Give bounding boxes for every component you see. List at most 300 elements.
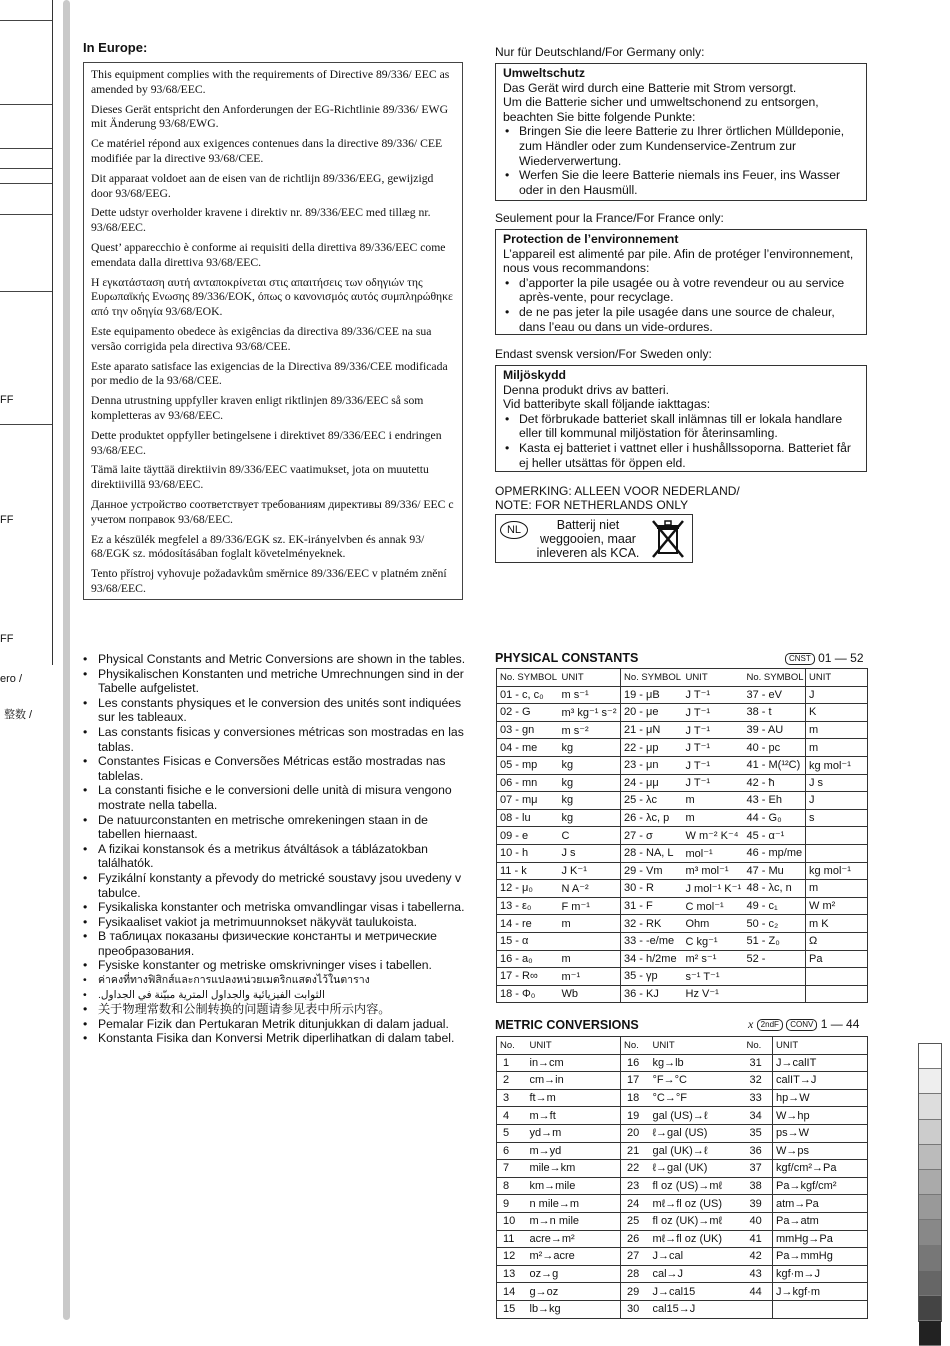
table-cell: Ohm — [683, 915, 744, 933]
table-cell: acre→m² — [527, 1230, 621, 1248]
nl-badge: NL — [500, 521, 528, 539]
table-cell: mmHg→Pa — [773, 1230, 868, 1248]
table-cell: 30 - R — [621, 880, 683, 898]
table-cell: 09 - e — [497, 827, 559, 845]
table-cell: 35 — [744, 1124, 773, 1142]
table-row — [497, 1107, 868, 1125]
gray-swatch — [919, 1145, 941, 1170]
table-cell: kgf·m→J — [773, 1265, 868, 1283]
table-cell: C — [559, 827, 621, 845]
table-cell: m³ kg⁻¹ s⁻² — [559, 704, 621, 722]
conversions-key-range — [748, 1017, 859, 1032]
table-cell: km→mile — [527, 1177, 621, 1195]
table-cell: 42 - ħ — [744, 774, 806, 792]
table-cell: J→kgf·m — [773, 1283, 868, 1301]
table-cell: 01 - c, c₀ — [497, 686, 559, 704]
gray-swatch — [919, 1069, 941, 1094]
table-cell: 3 — [497, 1089, 527, 1107]
table-cell: yd→m — [527, 1124, 621, 1142]
2ndf-key-icon: 2ndF — [757, 1019, 783, 1031]
table-row — [497, 844, 868, 862]
list-item: • В таблицах показаны физические константы и метрические преобразования. — [83, 929, 468, 958]
list-item: • De natuurconstanten en metrische omrekeningen staan in de tabellen hiernaast. — [83, 813, 468, 842]
table-cell: 31 - F — [621, 897, 683, 915]
table-cell: m — [559, 915, 621, 933]
table-cell: 25 — [621, 1212, 650, 1230]
table-cell: C kg⁻¹ — [683, 932, 744, 950]
table-cell: 6 — [497, 1142, 527, 1160]
table-cell: ps→W — [773, 1124, 868, 1142]
table-cell: 18 - Φ₀ — [497, 985, 559, 1003]
table-cell — [806, 827, 868, 845]
table-cell: 13 - ε₀ — [497, 897, 559, 915]
table-cell: 23 — [621, 1177, 650, 1195]
table-cell: 38 — [744, 1177, 773, 1195]
table-cell: 33 — [744, 1089, 773, 1107]
table-cell: 41 - M(¹²C) — [744, 756, 806, 774]
table-row — [497, 1089, 868, 1107]
table-cell: kg — [559, 809, 621, 827]
sweden-box-line: Vid batteribyte skall följande iakttagas: — [503, 397, 711, 412]
table-cell: m s⁻² — [559, 721, 621, 739]
table-row — [497, 686, 868, 704]
table-row — [497, 809, 868, 827]
table-cell — [744, 1300, 773, 1318]
column-header: UNIT — [683, 669, 744, 687]
table-cell: 34 — [744, 1107, 773, 1125]
table-cell: W m⁻² K⁻⁴ — [683, 827, 744, 845]
table-cell: J T⁻¹ — [683, 739, 744, 757]
gray-swatch — [919, 1120, 941, 1145]
gray-swatch — [919, 1220, 941, 1245]
table-cell: mℓ→fl oz (UK) — [650, 1230, 744, 1248]
table-cell: °F→°C — [650, 1072, 744, 1090]
table-cell: 12 - μ₀ — [497, 880, 559, 898]
netherlands-battery-text: Batterij niet weggooien, maar inleveren als KCA. — [536, 518, 640, 560]
column-header: UNIT — [773, 1037, 868, 1055]
grayscale-calibration-strip — [918, 1043, 942, 1322]
table-cell: 36 — [744, 1142, 773, 1160]
table-cell: kg — [559, 756, 621, 774]
table-cell: 10 — [497, 1212, 527, 1230]
table-cell: cm→in — [527, 1072, 621, 1090]
column-header: No. SYMBOL — [621, 669, 683, 687]
directive-paragraph: Ez a készülék megfelel a 89/336/EGK sz. EK-irányelvben és annak 93/ 68/EGK sz. módosításában foglalt követelményeknek. — [91, 532, 425, 561]
directive-paragraph: Dette produktet oppfyller betingelsene i direktivet 89/336/EEC i endringen 93/68/EEC. — [91, 428, 442, 457]
column-header: UNIT — [559, 669, 621, 687]
table-cell: m→n mile — [527, 1212, 621, 1230]
table-cell: fl oz (US)→mℓ — [650, 1177, 744, 1195]
list-item: • de ne pas jeter la pile usagée dans une source de chaleur, dans l’eau ou dans un vide-ordures. — [503, 305, 860, 334]
table-cell: C mol⁻¹ — [683, 897, 744, 915]
list-item: • A fizikai konstansok és a metrikus átváltások a táblázatokban találhatók. — [83, 842, 468, 871]
table-cell: 40 — [744, 1212, 773, 1230]
table-cell: 4 — [497, 1107, 527, 1125]
list-item: • Physikalischen Konstanten und metriche Umrechnungen sind in der Tabelle aufgelistet. — [83, 667, 468, 696]
table-cell: Pa→atm — [773, 1212, 868, 1230]
table-row — [497, 792, 868, 810]
table-cell: cal15→J — [650, 1300, 744, 1318]
table-cell: gal (UK)→ℓ — [650, 1142, 744, 1160]
table-cell: 08 - lu — [497, 809, 559, 827]
table-cell — [806, 844, 868, 862]
table-cell: J K⁻¹ — [559, 862, 621, 880]
edge-rule — [0, 424, 52, 425]
column-header: No. — [497, 1037, 527, 1055]
france-box-line: L’appareil est alimenté par pile. Afin de protéger l’environnement, nous vous recommandons: — [503, 246, 854, 276]
table-row — [497, 968, 868, 986]
table-cell: 46 - mp/me — [744, 844, 806, 862]
table-cell: g→oz — [527, 1283, 621, 1301]
edge-rule — [0, 20, 52, 21]
table-cell: Ω — [806, 932, 868, 950]
table-cell: 52 - — [744, 950, 806, 968]
gray-swatch — [919, 1170, 941, 1195]
table-cell: 39 - AU — [744, 721, 806, 739]
table-row — [497, 932, 868, 950]
list-item: • Konstanta Fisika dan Konversi Metrik diperlihatkan di dalam tabel. — [83, 1031, 468, 1046]
table-cell: hp→W — [773, 1089, 868, 1107]
france-box-bullets — [503, 276, 860, 334]
directive-paragraph: Tämä laite täyttää direktiivin 89/336/EEC vaatimukset, jota on muutettu direktiivillä 93/68/EEC. — [91, 463, 429, 492]
table-cell: m²→acre — [527, 1248, 621, 1266]
edge-rule — [0, 168, 52, 169]
europe-heading: In Europe: — [83, 40, 148, 55]
edge-rule — [0, 148, 52, 149]
table-cell: kg→lb — [650, 1054, 744, 1072]
table-cell: m² s⁻¹ — [683, 950, 744, 968]
list-item: • Pemalar Fizik dan Pertukaran Metrik ditunjukkan di dalam jadual. — [83, 1017, 468, 1032]
table-cell: W→ps — [773, 1142, 868, 1160]
table-cell: m⁻¹ — [559, 968, 621, 986]
table-cell: 20 - μe — [621, 704, 683, 722]
table-cell: 2 — [497, 1072, 527, 1090]
table-cell: ℓ→gal (UK) — [650, 1160, 744, 1178]
table-row — [497, 1072, 868, 1090]
table-row — [497, 1212, 868, 1230]
table-cell: 21 - μN — [621, 721, 683, 739]
table-cell — [806, 968, 868, 986]
table-cell: kg — [559, 774, 621, 792]
table-cell: n mile→m — [527, 1195, 621, 1213]
column-header: No. — [744, 1037, 773, 1055]
table-cell: 14 - re — [497, 915, 559, 933]
gray-swatch — [919, 1195, 941, 1220]
edge-text: FF — [0, 633, 14, 645]
table-cell: 32 - RK — [621, 915, 683, 933]
table-cell: 27 — [621, 1248, 650, 1266]
table-cell: m→ft — [527, 1107, 621, 1125]
table-row — [497, 1054, 868, 1072]
table-cell: 10 - h — [497, 844, 559, 862]
table-row — [497, 985, 868, 1003]
table-cell: 37 — [744, 1160, 773, 1178]
directive-paragraph: Η εγκατάσταση αυτή ανταποκρίνεται στις απαιτήσεις των οδηγιών της Ευρωπαϊκής Ενωσης 89/336/ΕΟΚ, όπως ο κανονισμός αυτός συμπληρώθηκε από την οδηγία 93/68/ΕΟΚ. — [91, 275, 453, 319]
table-row — [497, 1142, 868, 1160]
table-cell: 9 — [497, 1195, 527, 1213]
table-cell: 40 - pc — [744, 739, 806, 757]
table-row — [497, 827, 868, 845]
table-row — [497, 897, 868, 915]
table-cell: kg mol⁻¹ — [806, 862, 868, 880]
table-cell: s — [806, 809, 868, 827]
table-cell: 06 - mn — [497, 774, 559, 792]
table-cell: J→cal — [650, 1248, 744, 1266]
constants-title: PHYSICAL CONSTANTS — [495, 651, 639, 665]
table-row — [497, 1265, 868, 1283]
list-item: • Fyzikální konstanty a převody do metrické soustavy jsou uvedeny v tabulce. — [83, 871, 468, 900]
sweden-box-title: Miljöskydd — [503, 368, 566, 382]
table-cell: 27 - σ — [621, 827, 683, 845]
column-header: No. SYMBOL — [744, 669, 806, 687]
table-cell: 21 — [621, 1142, 650, 1160]
physical-constants-table — [496, 668, 868, 1003]
directive-paragraph: This equipment complies with the requirements of Directive 89/336/ EEC as amended by 93/68/EEC. — [91, 68, 450, 96]
gray-swatch — [919, 1094, 941, 1119]
netherlands-heading: OPMERKING: ALLEEN VOOR NEDERLAND/ — [495, 484, 740, 498]
table-row — [497, 950, 868, 968]
table-cell — [806, 985, 868, 1003]
table-cell: 15 - α — [497, 932, 559, 950]
directive-paragraph: Данное устройство соответствует требованиям директивы 89/336/ ЕЕС с учетом поправок 93/68/ЕЕС. — [91, 497, 454, 526]
table-cell: m — [559, 950, 621, 968]
directive-paragraph: Dieses Gerät entspricht den Anforderungen der EG-Richtlinie 89/336/ EWG mit Änderung 93/68/EWG. — [91, 102, 449, 131]
x-label: x — [748, 1017, 754, 1031]
table-cell: 30 — [621, 1300, 650, 1318]
table-cell: 26 - λc, p — [621, 809, 683, 827]
table-row — [497, 704, 868, 722]
table-row — [497, 880, 868, 898]
table-row — [497, 1230, 868, 1248]
table-cell: 50 - c₂ — [744, 915, 806, 933]
table-cell: 16 — [621, 1054, 650, 1072]
table-cell: mile→km — [527, 1160, 621, 1178]
table-cell: Pa→mmHg — [773, 1248, 868, 1266]
list-item: • 关于物理常数和公制转换的问题请参见表中所示内容。 — [83, 1002, 468, 1017]
table-cell: 43 — [744, 1265, 773, 1283]
table-cell: J T⁻¹ — [683, 704, 744, 722]
table-cell: calIT→J — [773, 1072, 868, 1090]
table-cell: 29 - Vm — [621, 862, 683, 880]
table-cell: 28 - NA, L — [621, 844, 683, 862]
table-cell: fl oz (UK)→mℓ — [650, 1212, 744, 1230]
edge-text: ero / — [0, 673, 23, 685]
table-cell: J s — [806, 774, 868, 792]
germany-box-bullets — [503, 124, 860, 197]
table-cell: 48 - λc, n — [744, 880, 806, 898]
table-cell: 43 - Eh — [744, 792, 806, 810]
gray-swatch — [919, 1321, 941, 1346]
directive-paragraph: Tento přístroj vyhovuje požadavkům směrnice 89/336/EEC v platném znění 93/68/EEC. — [91, 567, 447, 595]
table-cell: gal (US)→ℓ — [650, 1107, 744, 1125]
edge-text: FF — [0, 514, 14, 526]
table-cell: J mol⁻¹ K⁻¹ — [683, 880, 744, 898]
table-cell: 33 - -e/me — [621, 932, 683, 950]
directive-paragraph: Este equipamento obedece às exigências da directiva 89/336/CEE na sua versão corrigida pela directiva 93/68/CEE. — [91, 324, 432, 353]
binding-gutter — [63, 0, 70, 1320]
list-item: • Constantes Fisicas e Conversões Métricas estão mostradas nas tablelas. — [83, 754, 468, 783]
list-item: • Bringen Sie die leere Batterie zu Ihrer örtlichen Mülldeponie, zum Händler oder zum Kundenservice-Zentrum zur Wiederverwertung. — [503, 124, 860, 168]
table-cell: m K — [806, 915, 868, 933]
table-cell: J→calIT — [773, 1054, 868, 1072]
table-cell: K — [806, 704, 868, 722]
table-cell: 07 - mμ — [497, 792, 559, 810]
table-header-row — [497, 1037, 868, 1055]
column-header: No. SYMBOL — [497, 669, 559, 687]
table-row — [497, 1124, 868, 1142]
list-item: • ค่าคงที่ทางฟิสิกส์และการแปลงหน่วยเมตริกแสดงไว้ในตาราง — [83, 973, 468, 988]
gray-swatch — [919, 1044, 941, 1069]
table-cell: m — [683, 809, 744, 827]
sweden-box-line: Denna produkt drivs av batteri. — [503, 382, 669, 397]
table-cell: °C→°F — [650, 1089, 744, 1107]
table-cell: 1 — [497, 1054, 527, 1072]
table-cell: 39 — [744, 1195, 773, 1213]
germany-box-title: Umweltschutz — [503, 66, 585, 80]
crossed-bin-icon — [651, 519, 687, 559]
list-item: • d’apporter la pile usagée ou à votre revendeur ou au service après-vente, pour recyclage. — [503, 276, 860, 305]
list-item: • Las constants fisicas y conversiones métricas son mostradas en las tablas. — [83, 725, 468, 754]
table-cell: 51 - Z₀ — [744, 932, 806, 950]
table-cell: kgf/cm²→Pa — [773, 1160, 868, 1178]
gray-swatch — [919, 1296, 941, 1321]
edge-rule — [0, 214, 52, 215]
table-cell: 19 - μB — [621, 686, 683, 704]
table-cell — [773, 1300, 868, 1318]
table-cell: 05 - mp — [497, 756, 559, 774]
table-row — [497, 862, 868, 880]
conversions-range: 1 — 44 — [820, 1017, 860, 1031]
table-cell: in→cm — [527, 1054, 621, 1072]
table-cell: oz→g — [527, 1265, 621, 1283]
sweden-box — [495, 365, 867, 472]
table-cell: 35 - γp — [621, 968, 683, 986]
conversions-title: METRIC CONVERSIONS — [495, 1018, 639, 1032]
list-item: • Fysikaliska konstanter och metriska omvandlingar visas i tabellerna. — [83, 900, 468, 915]
directive-paragraph: Dit apparaat voldoet aan de eisen van de richtlijn 89/336/EEG, gewijzigd door 93/68/EEG. — [91, 171, 434, 200]
table-cell: 5 — [497, 1124, 527, 1142]
list-item: • Fysikaaliset vakiot ja metrimuunnokset näkyvät taulukoista. — [83, 915, 468, 930]
table-cell: 36 - KJ — [621, 985, 683, 1003]
table-cell: W→hp — [773, 1107, 868, 1125]
table-cell: cal→J — [650, 1265, 744, 1283]
table-cell: mol⁻¹ — [683, 844, 744, 862]
table-cell: 24 — [621, 1195, 650, 1213]
table-row — [497, 756, 868, 774]
table-cell: J T⁻¹ — [683, 774, 744, 792]
table-cell: 28 — [621, 1265, 650, 1283]
germany-box-line: Um die Batterie sicher und umweltschonend zu entsorgen, beachten Sie bitte folgende Punkte: — [503, 95, 819, 124]
constants-range: 01 — 52 — [818, 651, 864, 665]
table-cell: m — [806, 880, 868, 898]
table-cell — [744, 985, 806, 1003]
list-item: • Kasta ej batteriet i vattnet eller i hushållssoporna. Batteriet får ej heller utsättas för öppen eld. — [503, 441, 860, 470]
table-cell: kg — [559, 792, 621, 810]
table-cell: mℓ→fl oz (US) — [650, 1195, 744, 1213]
sweden-heading: Endast svensk version/For Sweden only: — [495, 347, 712, 361]
table-cell: 8 — [497, 1177, 527, 1195]
table-cell: kg mol⁻¹ — [806, 756, 868, 774]
table-row — [497, 1300, 868, 1318]
table-cell: Pa — [806, 950, 868, 968]
table-cell: 47 - Mu — [744, 862, 806, 880]
table-cell: Wb — [559, 985, 621, 1003]
table-cell: 19 — [621, 1107, 650, 1125]
france-box — [495, 229, 867, 335]
table-cell: 23 - μn — [621, 756, 683, 774]
column-header: No. — [621, 1037, 650, 1055]
table-cell: 32 — [744, 1072, 773, 1090]
table-cell: 17 — [621, 1072, 650, 1090]
table-cell: s⁻¹ T⁻¹ — [683, 968, 744, 986]
list-item: • الثوابت الفيزيائية والجداول المترية مبيّنة في الجداول. — [83, 988, 468, 1003]
table-cell: 26 — [621, 1230, 650, 1248]
table-cell: 31 — [744, 1054, 773, 1072]
table-cell: 20 — [621, 1124, 650, 1142]
table-cell: 12 — [497, 1248, 527, 1266]
table-cell: N A⁻² — [559, 880, 621, 898]
table-cell: 11 - k — [497, 862, 559, 880]
europe-directive-box — [83, 62, 463, 600]
table-row — [497, 1177, 868, 1195]
table-cell: 45 - α⁻¹ — [744, 827, 806, 845]
table-cell: J — [806, 792, 868, 810]
table-cell: 49 - c₁ — [744, 897, 806, 915]
directive-paragraph: Este aparato satisface las exigencias de la Directiva 89/336/CEE modificada por medio de la 93/68/CEE. — [91, 359, 448, 388]
table-cell: lb→kg — [527, 1300, 621, 1318]
table-row — [497, 1248, 868, 1266]
sweden-box-bullets — [503, 412, 860, 470]
table-cell: m — [806, 721, 868, 739]
table-cell: J s — [559, 844, 621, 862]
conv-key-icon: CONV — [786, 1019, 817, 1031]
table-cell: 34 - h/2me — [621, 950, 683, 968]
metric-conversions-table — [496, 1036, 868, 1319]
gray-swatch — [919, 1271, 941, 1296]
table-cell: 11 — [497, 1230, 527, 1248]
edge-rule — [0, 183, 52, 184]
table-cell: m — [806, 739, 868, 757]
france-heading: Seulement pour la France/For France only: — [495, 211, 724, 225]
table-cell: 44 — [744, 1283, 773, 1301]
directive-paragraph: Quest’ apparecchio è conforme ai requisiti della direttiva 89/336/EEC come emendata dalla direttiva 93/68/EEC. — [91, 240, 446, 269]
table-cell: F m⁻¹ — [559, 897, 621, 915]
table-cell: 16 - a₀ — [497, 950, 559, 968]
table-cell: 15 — [497, 1300, 527, 1318]
table-cell: 14 — [497, 1283, 527, 1301]
table-cell: J — [806, 686, 868, 704]
directive-paragraph: Dette udstyr overholder kravene i direktiv nr. 89/336/EEC med tillæg nr. 93/68/EEC. — [91, 206, 431, 235]
table-cell: m — [683, 792, 744, 810]
table-cell: J T⁻¹ — [683, 686, 744, 704]
table-cell: 17 - R∞ — [497, 968, 559, 986]
table-cell: Hz V⁻¹ — [683, 985, 744, 1003]
table-cell: 02 - G — [497, 704, 559, 722]
table-cell: 38 - t — [744, 704, 806, 722]
cnst-key-icon: CNST — [785, 653, 815, 665]
table-cell: kg — [559, 739, 621, 757]
column-header: UNIT — [806, 669, 868, 687]
left-edge-strip — [0, 0, 53, 665]
constants-key-range — [785, 651, 864, 665]
table-cell: 22 — [621, 1160, 650, 1178]
table-header-row — [497, 669, 868, 687]
table-cell: 25 - λc — [621, 792, 683, 810]
table-cell: 04 - me — [497, 739, 559, 757]
table-cell: m s⁻¹ — [559, 686, 621, 704]
table-row — [497, 915, 868, 933]
edge-text: FF — [0, 394, 14, 406]
